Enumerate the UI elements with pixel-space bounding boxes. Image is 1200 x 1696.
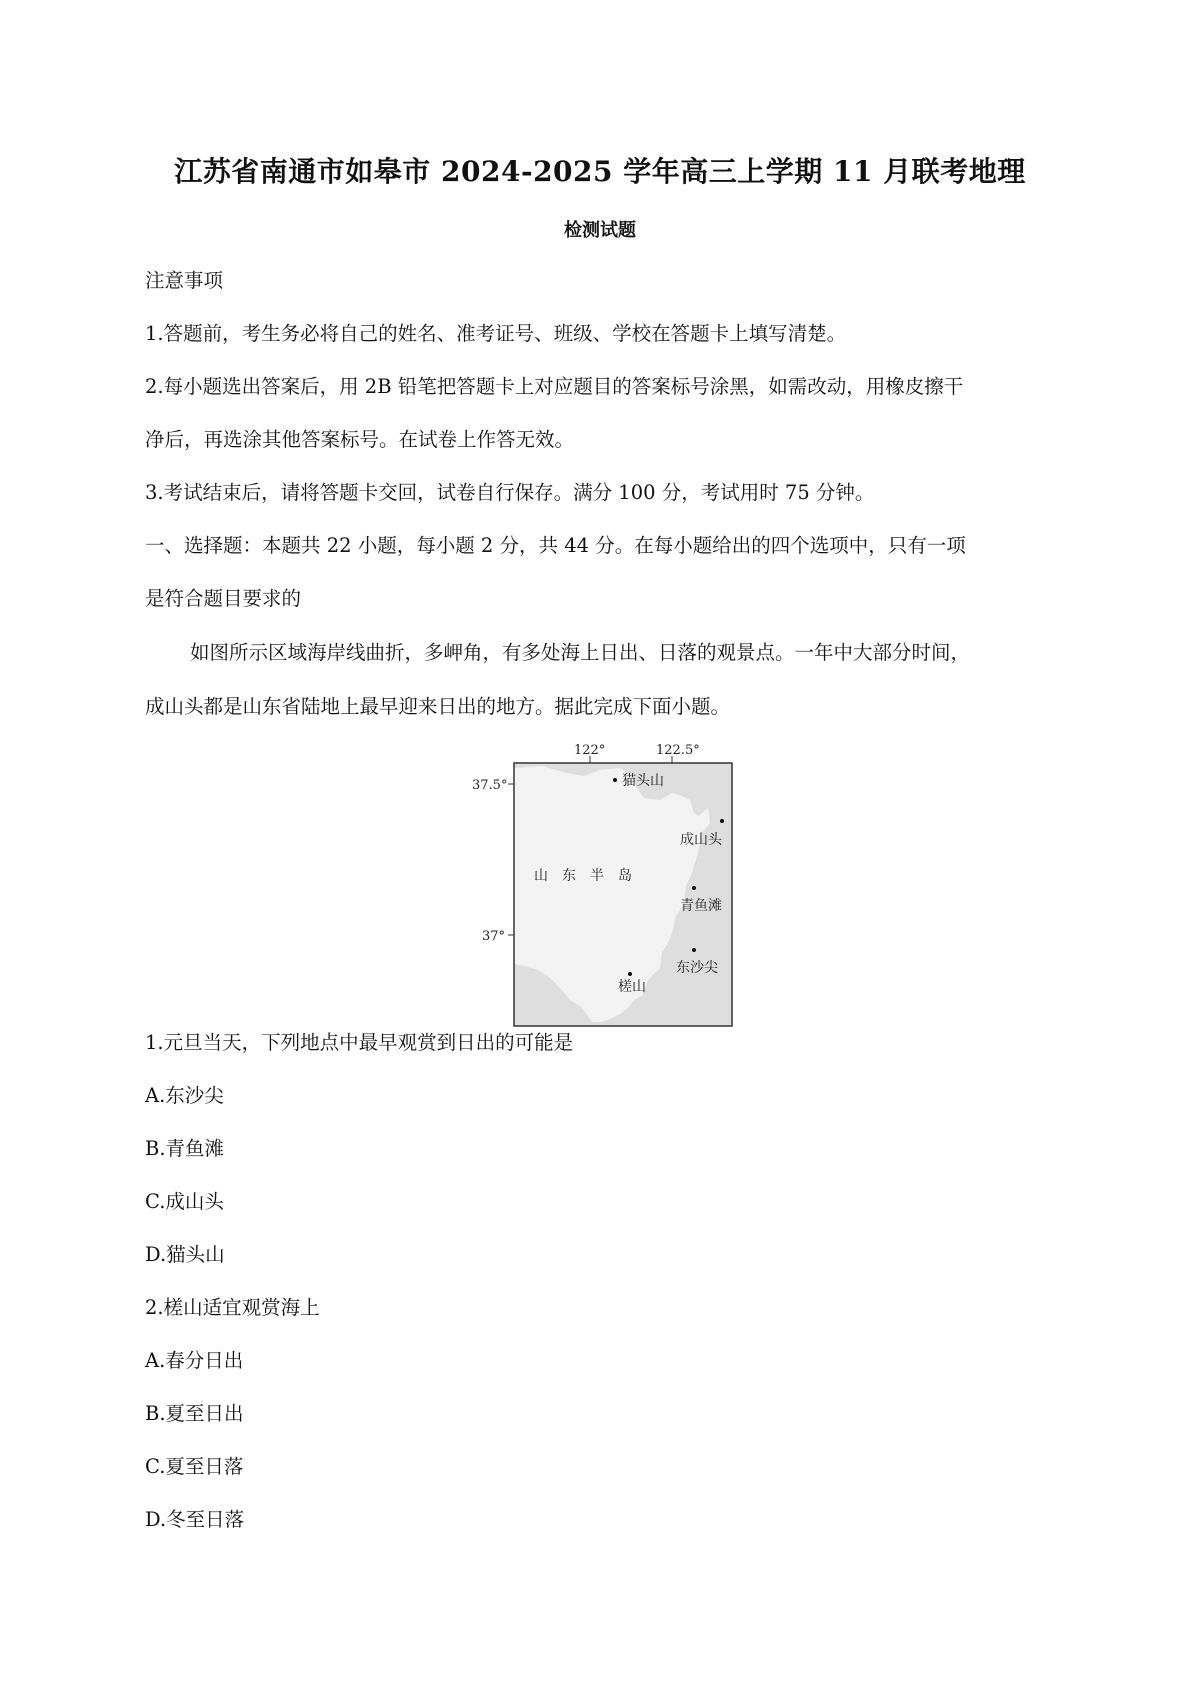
option-d: D.猫头山 xyxy=(145,1243,225,1266)
page-subtitle: 检测试题 xyxy=(564,220,636,241)
option-b: B.夏至日出 xyxy=(145,1402,244,1425)
note-item: 净后，再选涂其他答案标号。在试卷上作答无效。 xyxy=(145,428,575,451)
place-dot xyxy=(692,948,696,952)
passage-text-cont: 成山头都是山东省陆地上最早迎来日出的地方。据此完成下面小题。 xyxy=(145,695,731,718)
page-title: 江苏省南通市如皋市 2024-2025 学年高三上学期 11 月联考地理 xyxy=(174,155,1026,188)
notes-heading: 注意事项 xyxy=(145,269,224,292)
section-heading-cont: 是符合题目要求的 xyxy=(145,587,302,610)
place-dot xyxy=(613,778,617,782)
option-b: B.青鱼滩 xyxy=(145,1137,225,1160)
lat-label: 37° xyxy=(482,929,506,944)
option-c: C.成山头 xyxy=(145,1190,224,1213)
lon-label: 122.5° xyxy=(656,743,700,758)
place-label: 青鱼滩 xyxy=(680,898,722,914)
lon-label: 122° xyxy=(574,743,606,758)
option-a: A.春分日出 xyxy=(145,1349,244,1372)
region-label: 山 东 半 岛 xyxy=(534,868,632,884)
note-item: 3.考试结束后，请将答题卡交回，试卷自行保存。满分 100 分，考试用时 75 分钟。 xyxy=(145,481,875,504)
place-dot xyxy=(720,819,724,823)
place-label: 槎山 xyxy=(618,979,646,995)
section-heading: 一、选择题：本题共 22 小题，每小题 2 分，共 44 分。在每小题给出的四个选项中，只有一项 xyxy=(145,534,966,557)
place-label: 猫头山 xyxy=(622,773,664,789)
question-stem: 2.槎山适宜观赏海上 xyxy=(145,1296,320,1319)
note-item: 2.每小题选出答案后，用 2B 铅笔把答题卡上对应题目的答案标号涂黑，如需改动，用橡皮擦干 xyxy=(145,375,964,398)
place-dot xyxy=(628,972,632,976)
shandong-peninsula-map xyxy=(472,738,734,1058)
place-dot xyxy=(692,886,696,890)
place-label: 东沙尖 xyxy=(676,960,718,976)
note-item: 1.答题前，考生务必将自己的姓名、准考证号、班级、学校在答题卡上填写清楚。 xyxy=(145,322,847,345)
question-stem: 1.元旦当天，下列地点中最早观赏到日出的可能是 xyxy=(145,1031,574,1054)
passage-text: 如图所示区域海岸线曲折，多岬角，有多处海上日出、日落的观景点。一年中大部分时间， xyxy=(190,641,971,664)
option-a: A.东沙尖 xyxy=(145,1084,224,1107)
map-svg xyxy=(472,738,734,1058)
lat-label: 37.5° xyxy=(472,778,508,793)
option-d: D.冬至日落 xyxy=(145,1508,245,1531)
place-label: 成山头 xyxy=(680,832,722,848)
option-c: C.夏至日落 xyxy=(145,1455,244,1478)
